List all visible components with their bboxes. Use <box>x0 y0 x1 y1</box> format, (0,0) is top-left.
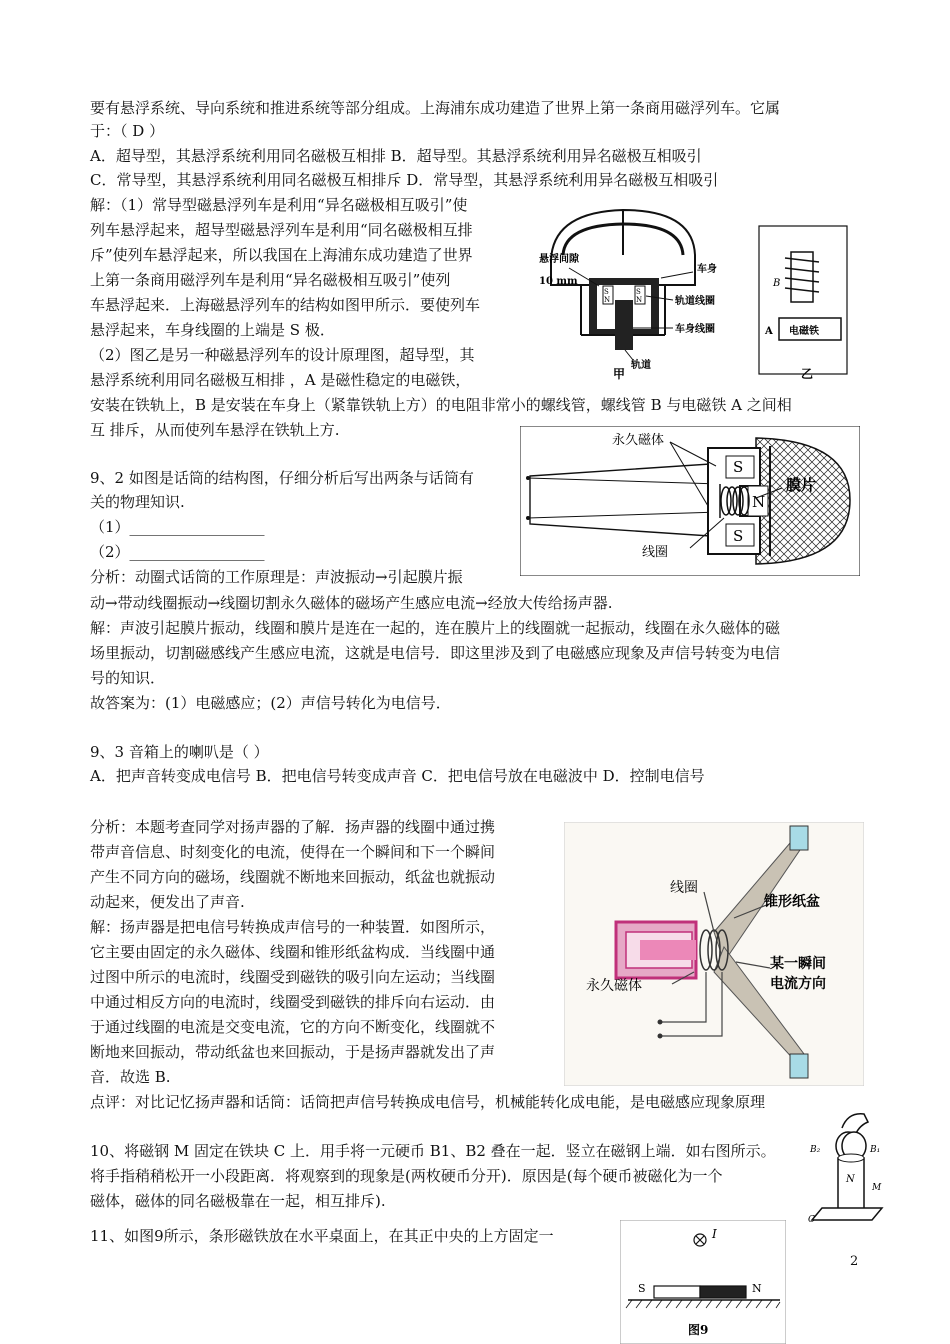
text-line: 动→带动线圈振动→线圈切割永久磁体的磁场产生感应电流→经放大传给扬声器. <box>90 594 613 612</box>
text-line: 关的物理知识. <box>90 493 185 511</box>
text-line: 10、将磁钢 M 固定在铁块 C 上．用手将一元硬币 B1、B2 叠在一起．竖立在磁钢上端．如右图所示。 <box>90 1142 776 1160</box>
figure-caption: 图9 <box>688 1323 709 1337</box>
track-label: 轨道 <box>631 360 651 371</box>
text-line: 音．故选 B. <box>90 1068 171 1086</box>
label-m: M <box>872 1183 882 1193</box>
page-number: 2 <box>850 1254 859 1269</box>
text-line: （2）图乙是另一种磁悬浮列车的设计原理图，超导型，其 <box>90 346 475 364</box>
track-coil-label: 轨道线圈 <box>675 296 715 307</box>
bar-magnet-figure <box>620 1220 786 1344</box>
text-line: A．把声音转变成电信号 B．把电信号转变成声音 C．把电信号放在电磁波中 D．控制电信号 <box>90 767 705 785</box>
label-b2: B₂ <box>810 1145 821 1155</box>
text-line: 11、如图9所示，条形磁铁放在水平桌面上，在其正中央的上方固定一 <box>90 1227 554 1245</box>
pole-s-bottom: S <box>733 527 744 545</box>
text-line: 断地来回振动，带动纸盆也来回振动，于是扬声器就发出了声 <box>90 1043 496 1061</box>
text-line: C．常导型，其悬浮系统利用同名磁极互相排斥 D．常导型，其悬浮系统利用异名磁极互相吸引 <box>90 171 719 189</box>
text-line: 解：声波引起膜片振动，线圈和膜片是连在一起的，连在膜片上的线圈就一起振动，线圈在永久磁体的磁 <box>90 619 781 637</box>
text-line: 列车悬浮起来，超导型磁悬浮列车是利用“同名磁极相互排 <box>90 221 473 239</box>
text-line: 上第一条商用磁浮列车是利用“异名磁极相互吸引”使列 <box>90 271 451 289</box>
text-line: 要有悬浮系统、导向系统和推进系统等部分组成。上海浦东成功建造了世界上第一条商用磁浮列车。它属 <box>90 99 781 117</box>
current-label-1: 某一瞬间 <box>770 956 826 972</box>
text-line: A．超导型，其悬浮系统利用同名磁极互相排 B．超导型。其悬浮系统利用异名磁极互相吸引 <box>90 147 702 165</box>
gap-label: 悬浮间隙 <box>539 254 579 265</box>
text-line: 中通过相反方向的电流时，线圈受到磁铁的排斥向右运动．由 <box>90 993 496 1011</box>
fig-jia-label: 甲 <box>613 367 626 380</box>
text-line: 将手指稍稍松开一小段距离．将观察到的现象是(两枚硬币分开)．原因是(每个硬币被磁化为一个 <box>90 1167 723 1185</box>
label-c: C <box>808 1215 815 1225</box>
text-line: 故答案为：(1）电磁感应；(2）声信号转化为电信号． <box>90 694 451 712</box>
label-n: N <box>846 1174 855 1185</box>
text-line: 产生不同方向的磁场，线圈就不断地来回振动，纸盆也就振动 <box>90 868 496 886</box>
pole-n-left: N <box>604 296 611 304</box>
coil-label: 线圈 <box>670 880 698 896</box>
label-b1: B₁ <box>870 1145 881 1155</box>
cone-label: 锥形纸盆 <box>764 894 820 910</box>
text-line: 号的知识． <box>90 669 166 687</box>
body-coil-label: 车身线圈 <box>675 324 715 335</box>
speaker-figure <box>564 822 864 1086</box>
gap-value: 10 mm <box>539 276 578 287</box>
text-line: 悬浮系统利用同名磁极互相排 ，A 是磁性稳定的电磁铁， <box>90 371 471 389</box>
text-line: 场里振动，切割磁感线产生感应电流，这就是电信号．即这里涉及到了电磁感应现象及声信号转变为电信 <box>90 644 781 662</box>
pole-s-right: S <box>636 288 641 296</box>
coin-magnet-figure <box>808 1108 886 1236</box>
coil-label: 线圈 <box>642 545 669 560</box>
magnet-label: 永久磁体 <box>586 978 642 994</box>
magnet-label: 永久磁体 <box>612 433 665 448</box>
label-a: A <box>765 326 773 337</box>
fig-yi-label: 乙 <box>801 367 814 380</box>
diaphragm-label: 膜片 <box>786 476 817 494</box>
body-label: 车身 <box>697 264 717 275</box>
pole-s-left: S <box>604 288 609 296</box>
text-line: 解：扬声器是把电信号转换成声信号的一种装置．如图所示， <box>90 918 496 936</box>
text-line: 互 排斥，从而使列车悬浮在铁轨上方. <box>90 421 340 439</box>
pole-n-right: N <box>636 296 643 304</box>
text-line: 解：（1）常导型磁悬浮列车是利用“异名磁极相互吸引”使 <box>90 196 468 214</box>
microphone-figure <box>520 426 860 576</box>
pole-n: N <box>752 493 766 511</box>
text-line: 分析：本题考查同学对扬声器的了解．扬声器的线圈中通过携 <box>90 818 496 836</box>
pole-s: S <box>638 1282 646 1295</box>
label-b: B <box>773 278 781 289</box>
current-i: I <box>712 1227 717 1241</box>
text-line: （1）__________________ <box>90 518 265 536</box>
text-line: 动起来，便发出了声音. <box>90 893 245 911</box>
text-line: 点评：对比记忆扬声器和话筒：话筒把声信号转换成电信号，机械能转化成电能，是电磁感应现象原理 <box>90 1093 766 1111</box>
text-line: 过图中所示的电流时，线圈受到磁铁的吸引向左运动；当线圈 <box>90 968 496 986</box>
text-line: 分析：动圈式话筒的工作原理是：声波振动→引起膜片振 <box>90 568 463 586</box>
text-line: （2）__________________ <box>90 543 265 561</box>
text-line: 斥”使列车悬浮起来，所以我国在上海浦东成功建造了世界 <box>90 246 473 264</box>
pole-n: N <box>752 1282 762 1295</box>
text-line: 9、2 如图是话筒的结构图，仔细分析后写出两条与话筒有 <box>90 469 474 487</box>
text-line: 车悬浮起来．上海磁悬浮列车的结构如图甲所示．要使列车 <box>90 296 481 314</box>
text-line: 于通过线圈的电流是交变电流，它的方向不断变化，线圈就不 <box>90 1018 496 1036</box>
pole-s-top: S <box>733 458 744 476</box>
text-line: 悬浮起来，车身线圈的上端是 S 极． <box>90 321 335 339</box>
text-line: 安装在铁轨上，B 是安装在车身上（紧靠铁轨上方）的电阻非常小的螺线管，螺线管 B 与电磁铁 A 之间相 <box>90 396 792 414</box>
current-label-2: 电流方向 <box>770 976 826 992</box>
text-line: 9、3 音箱上的喇叭是（ ） <box>90 743 269 761</box>
text-line: 磁体，磁体的同名磁极靠在一起，相互排斥). <box>90 1192 386 1210</box>
text-line: 它主要由固定的永久磁体、线圈和锥形纸盆构成．当线圈中通 <box>90 943 496 961</box>
electromagnet-label: 电磁铁 <box>789 326 819 337</box>
maglev-figure <box>533 200 853 380</box>
text-line: 于：（ D ） <box>90 122 165 140</box>
text-line: 带声音信息、时刻变化的电流，使得在一个瞬间和下一个瞬间 <box>90 843 496 861</box>
